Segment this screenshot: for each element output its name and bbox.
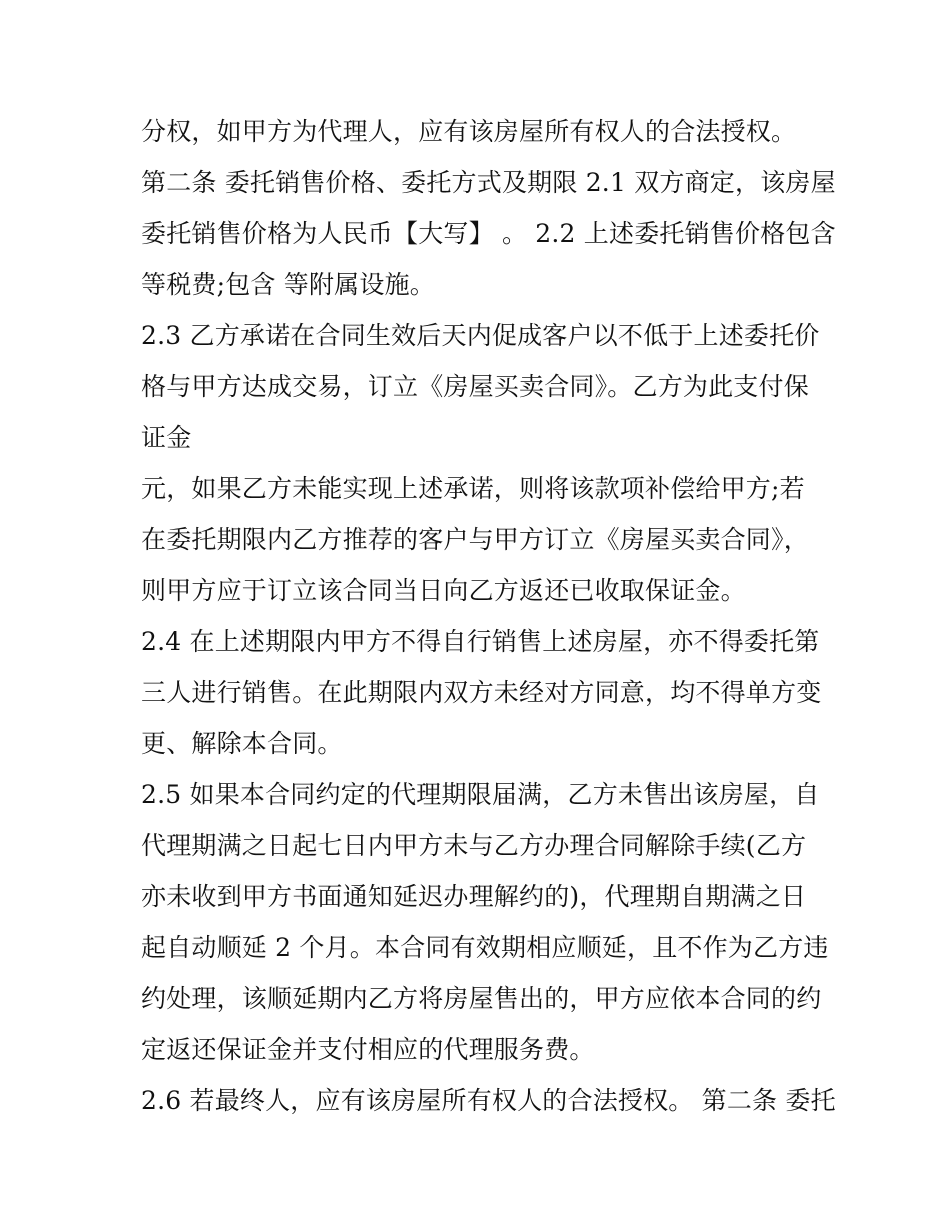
text-line: 第二条 委托销售价格、委托方式及期限 2.1 双方商定，该房屋 [141,168,836,197]
text-line: 三人进行销售。在此期限内双方未经对方同意，均不得单方变 [141,678,822,707]
text-line: 在委托期限内乙方推荐的客户与甲方订立《房屋买卖合同》， [141,525,809,554]
text-line: 格与甲方达成交易，订立《房屋买卖合同》。乙方为此支付保 [141,372,809,401]
text-line: 2.5 如果本合同约定的代理期限届满，乙方未售出该房屋，自 [141,780,820,809]
text-line: 证金 [141,423,192,452]
text-line: 2.4 在上述期限内甲方不得自行销售上述房屋，亦不得委托第 [141,627,820,656]
text-line: 代理期满之日起七日内甲方未与乙方办理合同解除手续(乙方 [141,831,807,860]
text-line: 约处理，该顺延期内乙方将房屋售出的，甲方应依本合同的约 [141,984,822,1013]
text-line: 分权，如甲方为代理人，应有该房屋所有权人的合法授权。 [141,117,797,146]
text-line: 定返还保证金并支付相应的代理服务费。 [141,1035,595,1064]
text-line: 2.3 乙方承诺在合同生效后天内促成客户以不低于上述委托价 [141,321,820,350]
text-line: 更、解除本合同。 [141,729,343,758]
text-line: 起自动顺延 2 个月。本合同有效期相应顺延，且不作为乙方违 [141,933,829,962]
text-line: 亦未收到甲方书面通知延迟办理解约的)，代理期自期满之日 [141,882,807,911]
text-line: 等税费;包含 等附属设施。 [141,270,435,299]
text-line: 委托销售价格为人民币【大写】 。 2.2 上述委托销售价格包含 [141,219,836,248]
text-line: 元，如果乙方未能实现上述承诺，则将该款项补偿给甲方;若 [141,474,805,503]
document-body [141,106,836,1126]
text-line: 则甲方应于订立该合同当日向乙方返还已收取保证金。 [141,576,746,605]
text-line: 2.6 若最终人，应有该房屋所有权人的合法授权。 第二条 委托 [141,1086,836,1115]
